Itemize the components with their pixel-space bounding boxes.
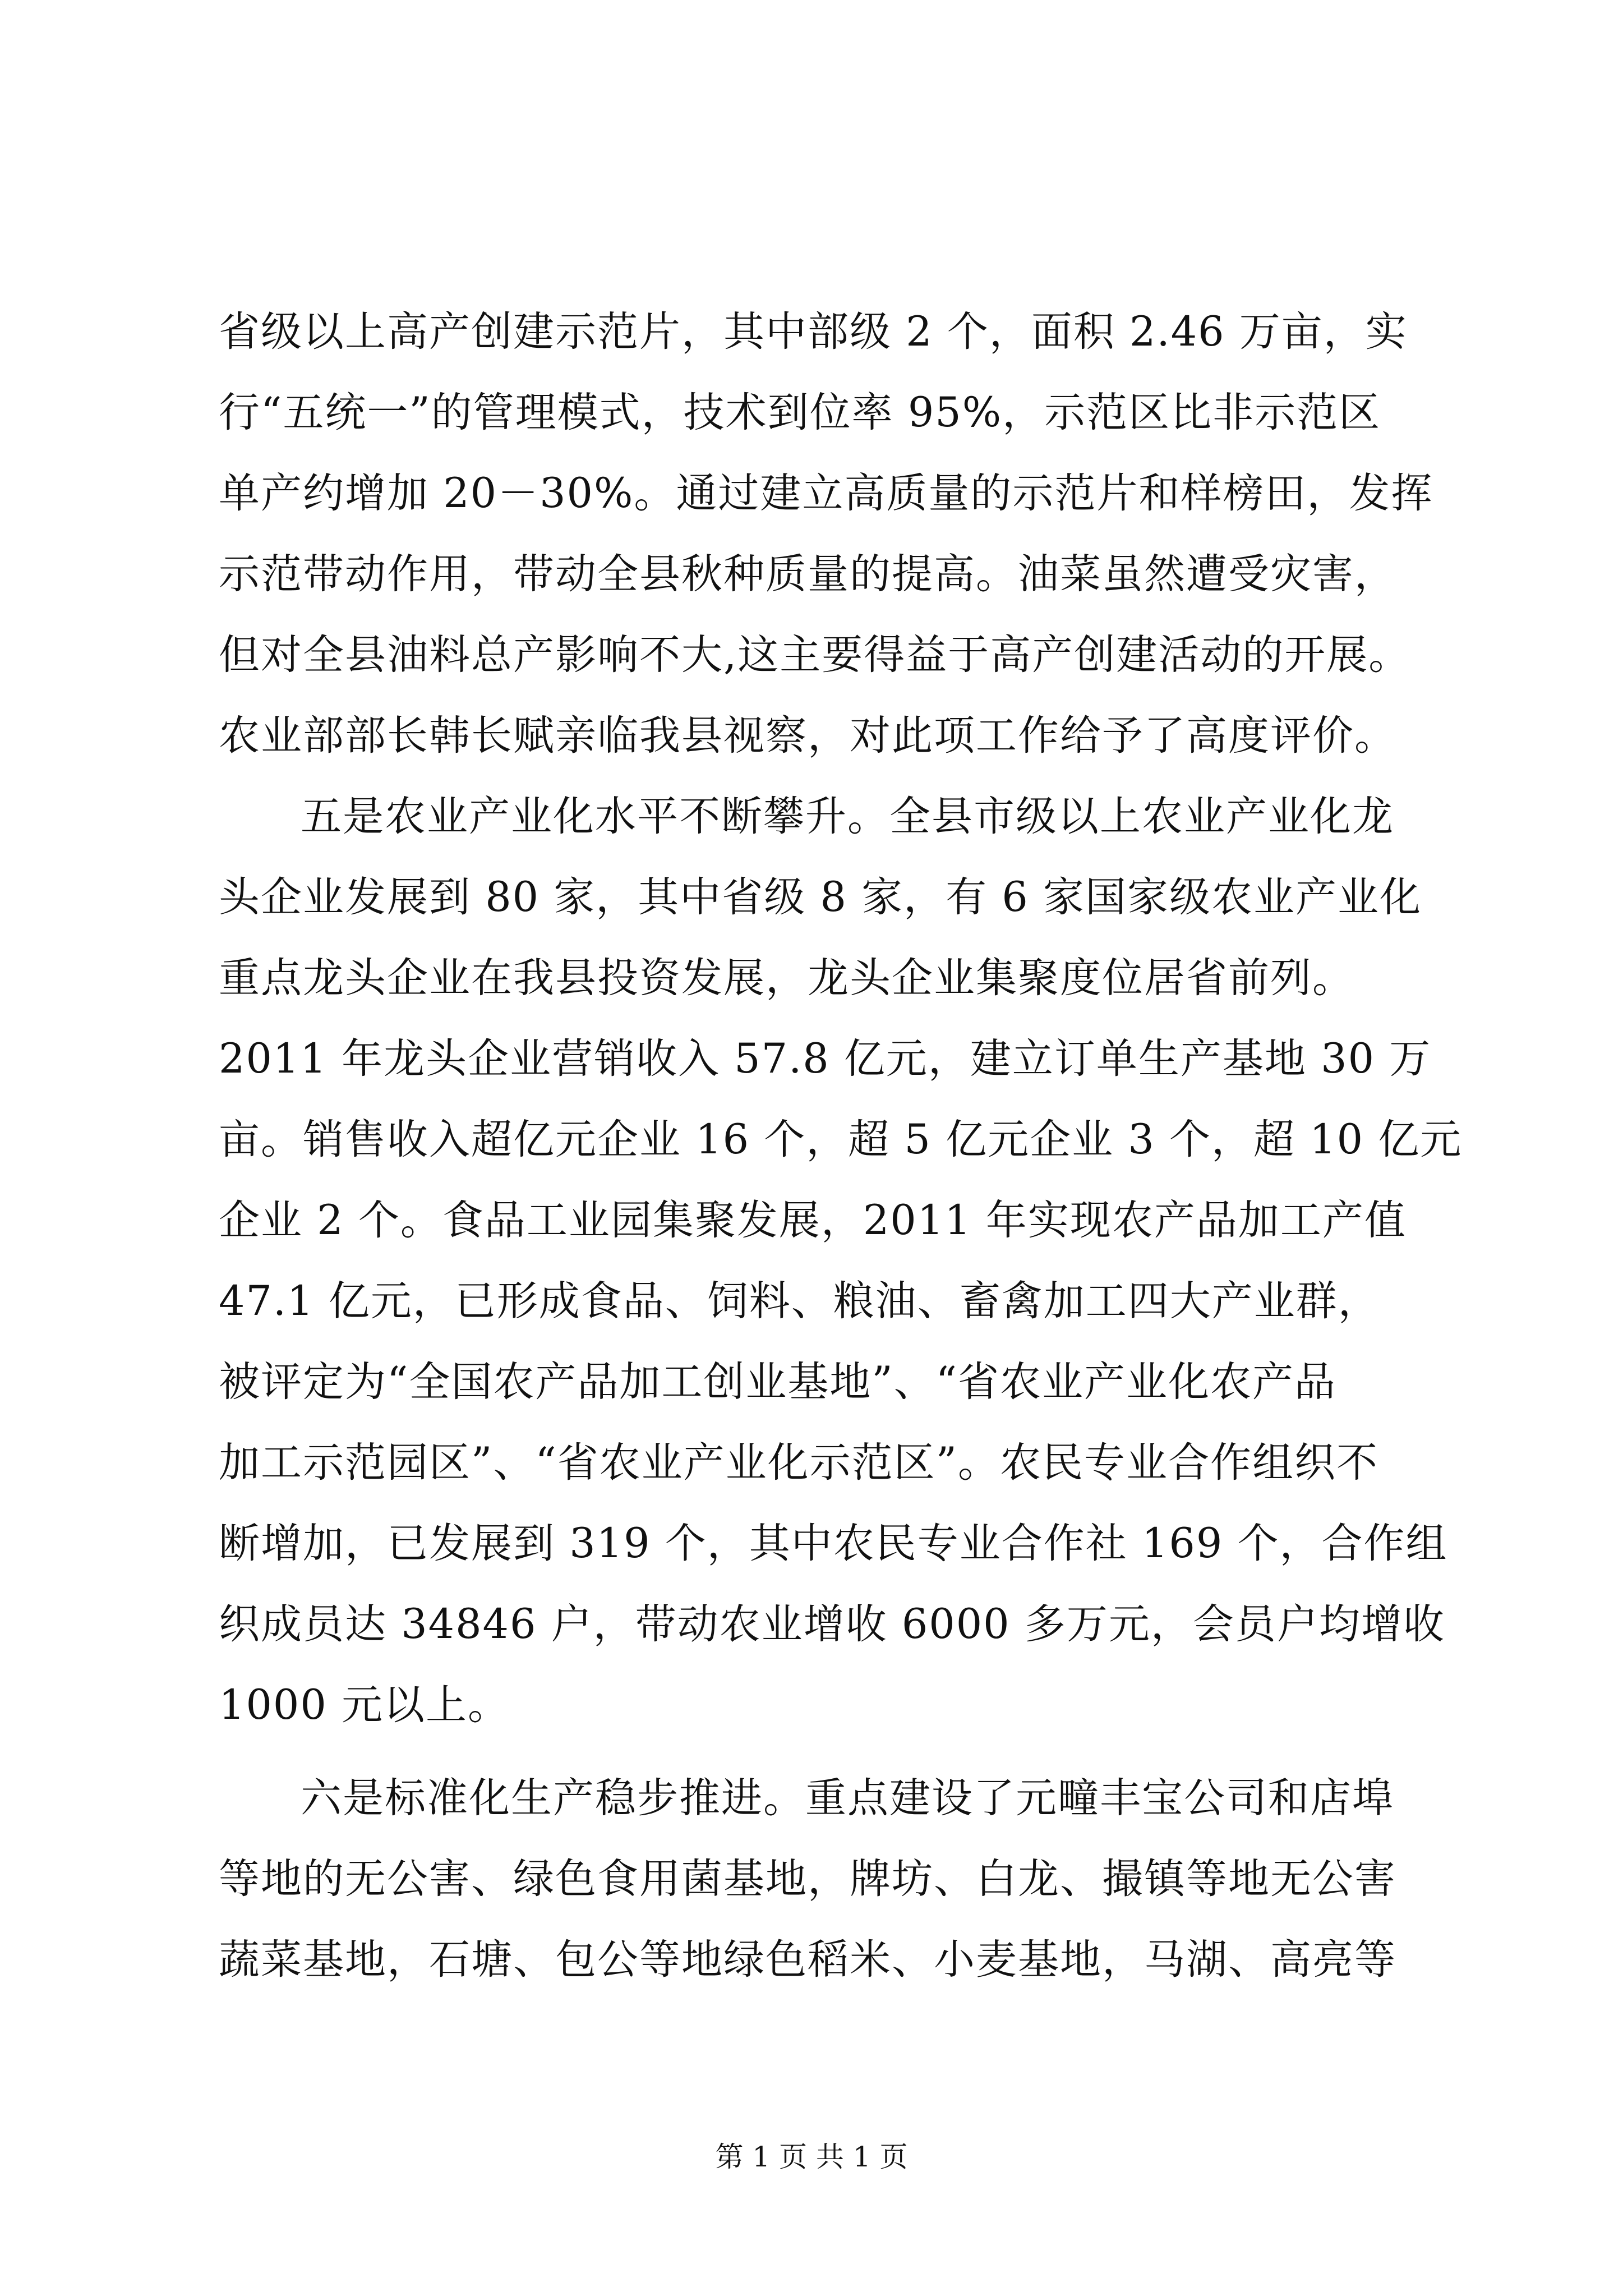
- text-line: 头企业发展到 80 家，其中省级 8 家，有 6 家国家级农业产业化: [219, 873, 1422, 921]
- paragraph-start-line: 六是标准化生产稳步推进。重点建设了元疃丰宝公司和店埠: [301, 1774, 1394, 1822]
- text-line: 企业 2 个。食品工业园集聚发展，2011 年实现农产品加工产值: [219, 1197, 1407, 1244]
- text-line: 重点龙头企业在我县投资发展，龙头企业集聚度位居省前列。: [219, 954, 1354, 1002]
- text-line: 1000 元以上。: [219, 1681, 510, 1729]
- paragraph-start-line: 五是农业产业化水平不断攀升。全县市级以上农业产业化龙: [301, 793, 1394, 840]
- text-line: 等地的无公害、绿色食用菌基地，牌坊、白龙、撮镇等地无公害: [219, 1855, 1396, 1903]
- text-line: 蔬菜基地，石塘、包公等地绿色稻米、小麦基地，马湖、高亮等: [219, 1936, 1396, 1984]
- page-footer: [0, 2140, 1623, 2174]
- text-line: 省级以上高产创建示范片，其中部级 2 个，面积 2.46 万亩，实: [219, 308, 1408, 356]
- text-line: 加工示范园区”、“省农业产业化示范区”。农民专业合作组织不: [219, 1439, 1378, 1487]
- text-line: 行“五统一”的管理模式，技术到位率 95%，示范区比非示范区: [219, 389, 1381, 436]
- text-line: 织成员达 34846 户，带动农业增收 6000 多万元，会员户均增收: [219, 1600, 1445, 1648]
- text-line: 示范带动作用，带动全县秋种质量的提高。油菜虽然遭受灾害，: [219, 550, 1396, 598]
- text-line: 农业部部长韩长赋亲临我县视察，对此项工作给予了高度评价。: [219, 712, 1396, 760]
- text-line: 2011 年龙头企业营销收入 57.8 亿元，建立订单生产基地 30 万: [219, 1035, 1432, 1083]
- document-body: [219, 292, 1463, 2000]
- text-line: 断增加，已发展到 319 个，其中农民专业合作社 169 个，合作组: [219, 1520, 1448, 1567]
- text-line: 47.1 亿元，已形成食品、饲料、粮油、畜禽加工四大产业群，: [219, 1277, 1380, 1325]
- page-number-label: 第 1 页 共 1 页: [715, 2141, 908, 2173]
- text-line: 单产约增加 20－30%。通过建立高质量的示范片和样榜田，发挥: [219, 470, 1433, 517]
- text-line: 亩。销售收入超亿元企业 16 个，超 5 亿元企业 3 个，超 10 亿元: [219, 1116, 1463, 1163]
- text-line: 被评定为“全国农产品加工创业基地”、“省农业产业化农产品: [219, 1358, 1336, 1406]
- text-line: 但对全县油料总产影响不大,这主要得益于高产创建活动的开展。: [219, 631, 1411, 679]
